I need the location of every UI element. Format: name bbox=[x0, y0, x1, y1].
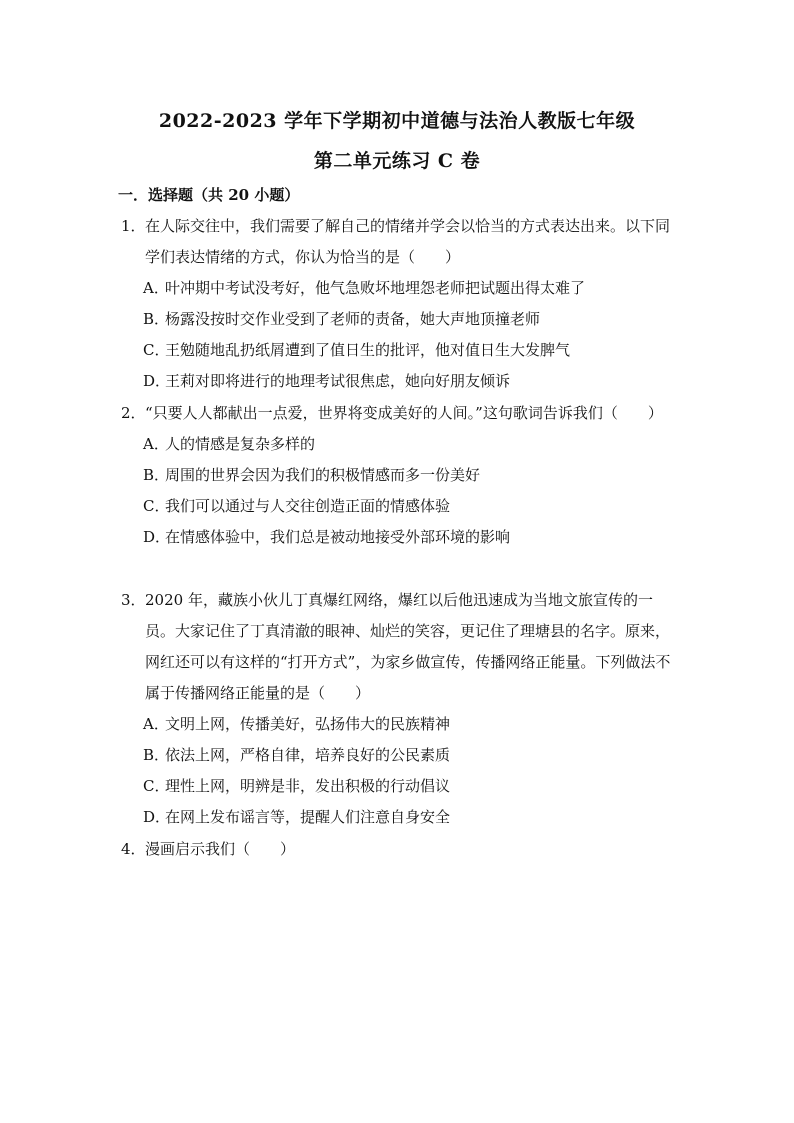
option-d bbox=[121, 366, 681, 397]
option-a bbox=[121, 429, 681, 460]
question-number: 2． bbox=[121, 404, 146, 422]
option-d bbox=[121, 802, 681, 833]
option-text: 周围的世界会因为我们的积极情感而多一份美好 bbox=[165, 466, 481, 484]
question-text: 2020 年，藏族小伙儿丁真爆红网络，爆红以后他迅速成为当地文旅宣传的一员。大家记住了丁真清澈的眼神、灿烂的笑容，更记住了理塘县的名字。原来，网红还可以有这样的“打开方式”，为家乡做宣传，传播网络正能量。下列做法不属于传播网络正能量的是（ ） bbox=[145, 591, 671, 702]
question-stem bbox=[121, 398, 681, 429]
option-text: 叶冲期中考试没考好，他气急败坏地埋怨老师把试题出得太难了 bbox=[165, 279, 586, 297]
document-subtitle: 第二单元练习 C 卷 bbox=[313, 150, 481, 172]
option-a bbox=[121, 273, 681, 304]
question-1 bbox=[121, 211, 681, 397]
option-text: 理性上网，明辨是非，发出积极的行动倡议 bbox=[165, 777, 451, 795]
option-label: C． bbox=[143, 777, 170, 795]
option-text: 王勉随地乱扔纸屑遭到了值日生的批评，他对值日生大发脾气 bbox=[165, 341, 571, 359]
question-number: 1． bbox=[121, 217, 146, 235]
option-label: A． bbox=[143, 715, 169, 733]
option-label: B． bbox=[143, 746, 170, 764]
question-2 bbox=[121, 398, 681, 553]
question-stem bbox=[121, 834, 681, 865]
option-label: C． bbox=[143, 497, 170, 515]
question-3 bbox=[121, 585, 681, 833]
section-heading: 一．选择题（共 20 小题） bbox=[118, 186, 300, 204]
option-c bbox=[121, 335, 681, 366]
option-text: 文明上网，传播美好，弘扬伟大的民族精神 bbox=[165, 715, 451, 733]
option-label: C． bbox=[143, 341, 170, 359]
option-label: D． bbox=[143, 528, 171, 546]
option-text: 人的情感是复杂多样的 bbox=[165, 435, 316, 453]
option-text: 杨露没按时交作业受到了老师的责备，她大声地顶撞老师 bbox=[165, 310, 541, 328]
question-stem bbox=[121, 211, 681, 273]
question-stem bbox=[121, 585, 681, 709]
option-c bbox=[121, 491, 681, 522]
option-d bbox=[121, 522, 681, 553]
option-a bbox=[121, 709, 681, 740]
option-label: D． bbox=[143, 808, 171, 826]
option-c bbox=[121, 771, 681, 802]
question-text: “只要人人都献出一点爱，世界将变成美好的人间。”这句歌词告诉我们（ ） bbox=[145, 404, 663, 422]
option-label: A． bbox=[143, 279, 169, 297]
option-label: B． bbox=[143, 466, 170, 484]
option-b bbox=[121, 304, 681, 335]
question-text: 在人际交往中，我们需要了解自己的情绪并学会以恰当的方式表达出来。以下同学们表达情绪的方式，你认为恰当的是（ ） bbox=[145, 217, 671, 266]
option-text: 在情感体验中，我们总是被动地接受外部环境的影响 bbox=[165, 528, 511, 546]
option-b bbox=[121, 740, 681, 771]
option-text: 在网上发布谣言等，提醒人们注意自身安全 bbox=[165, 808, 451, 826]
option-text: 王莉对即将进行的地理考试很焦虑，她向好朋友倾诉 bbox=[165, 372, 511, 390]
option-b bbox=[121, 460, 681, 491]
option-text: 依法上网，严格自律，培养良好的公民素质 bbox=[165, 746, 451, 764]
option-label: A． bbox=[143, 435, 169, 453]
option-text: 我们可以通过与人交往创造正面的情感体验 bbox=[165, 497, 451, 515]
question-number: 3． bbox=[121, 591, 146, 609]
document-title: 2022-2023 学年下学期初中道德与法治人教版七年级 bbox=[158, 110, 636, 132]
question-4 bbox=[121, 834, 681, 865]
option-label: B． bbox=[143, 310, 170, 328]
option-label: D． bbox=[143, 372, 171, 390]
question-text: 漫画启示我们（ ） bbox=[145, 840, 296, 858]
question-number: 4． bbox=[121, 840, 146, 858]
